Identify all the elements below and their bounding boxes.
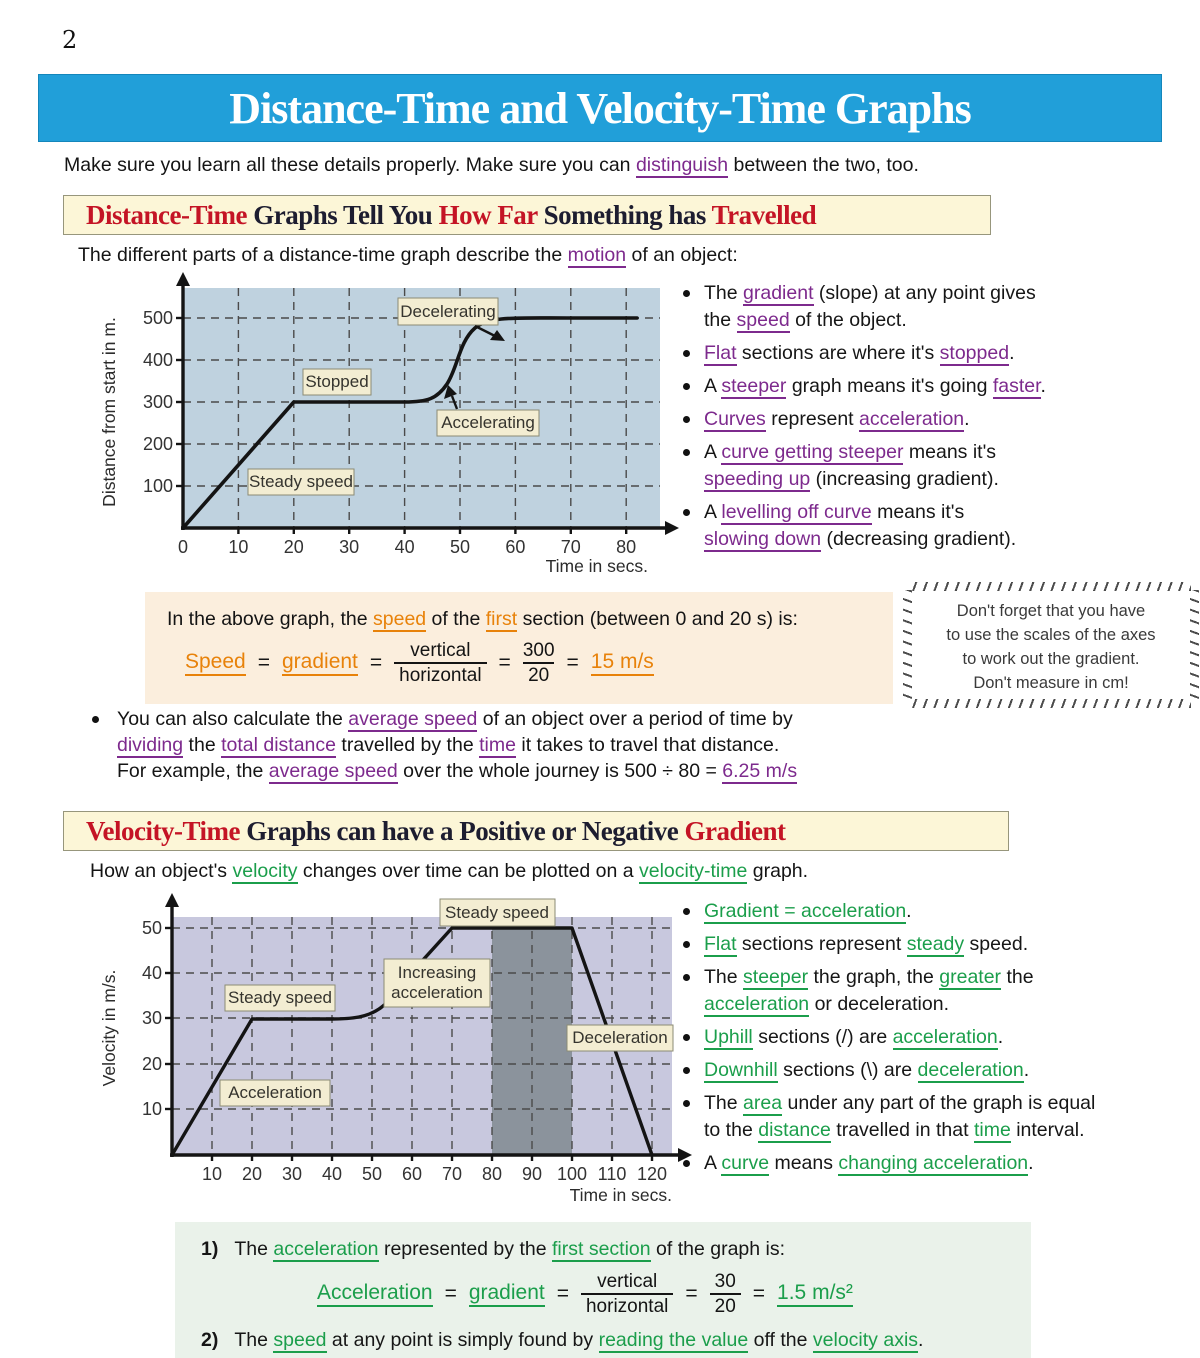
list-item: The steeper the graph, the greater the acceleration or deceleration. xyxy=(683,964,1198,1018)
equals-sign: = xyxy=(556,1282,569,1306)
equals-sign: = xyxy=(685,1282,698,1306)
margin-note xyxy=(903,582,1199,708)
margin-note-line: to work out the gradient. xyxy=(962,650,1140,668)
svg-text:100: 100 xyxy=(142,476,173,496)
item-number: 1) xyxy=(201,1238,219,1260)
svg-text:120: 120 xyxy=(636,1164,668,1184)
speed-example-box xyxy=(145,592,893,704)
numerator: 30 xyxy=(714,1271,736,1292)
list-item: A curve means changing acceleration. xyxy=(683,1150,1198,1177)
formula-result: 15 m/s xyxy=(591,650,654,676)
bullet-icon xyxy=(683,1067,690,1074)
speed-example-text: In the above graph, the speed of the first section (between 0 and 20 s) is: xyxy=(167,608,798,630)
svg-text:500: 500 xyxy=(142,308,173,328)
list-item: Flat sections represent steady speed. xyxy=(683,931,1198,958)
bullet-icon xyxy=(683,941,690,948)
intro-text: Make sure you learn all these details properly. Make sure you can distinguish between the two, too. xyxy=(64,154,919,176)
acceleration-example-box xyxy=(175,1222,1031,1358)
denominator: horizontal xyxy=(581,1293,673,1318)
svg-text:70: 70 xyxy=(560,537,581,557)
svg-text:Steady speed: Steady speed xyxy=(249,472,353,491)
svg-text:200: 200 xyxy=(142,434,173,454)
list-item: Gradient = acceleration. xyxy=(683,898,1198,925)
svg-text:60: 60 xyxy=(505,537,526,557)
svg-text:100: 100 xyxy=(556,1164,588,1184)
svg-text:20: 20 xyxy=(241,1164,263,1184)
vt-description: How an object's velocity changes over time can be plotted on a velocity-time graph. xyxy=(90,860,809,882)
bullet-icon xyxy=(683,908,690,915)
svg-text:110: 110 xyxy=(597,1164,627,1184)
section-heading-velocity-time xyxy=(63,811,1009,851)
equals-sign: = xyxy=(369,651,383,675)
hatch-border-left xyxy=(903,590,912,700)
dt-label-steady-speed xyxy=(248,469,354,495)
speed-formula xyxy=(185,640,893,687)
dt-x-axis-label: Time in secs. xyxy=(545,556,648,576)
svg-text:40: 40 xyxy=(321,1164,343,1184)
list-item: A curve getting steeper means it's speeding up (increasing gradient). xyxy=(683,439,1198,493)
svg-text:70: 70 xyxy=(441,1164,463,1184)
svg-text:40: 40 xyxy=(394,537,415,557)
numerator: vertical xyxy=(410,640,471,661)
section-heading-distance-time xyxy=(63,195,991,235)
svg-text:0: 0 xyxy=(177,537,189,557)
vt-label-acceleration xyxy=(220,1080,330,1106)
vt-bullet-list xyxy=(683,898,1198,1183)
bullet-icon xyxy=(683,449,690,456)
dt-x-axis-arrow xyxy=(665,521,679,535)
vt-y-axis-arrow xyxy=(165,893,179,907)
hatch-border-top xyxy=(911,582,1191,591)
svg-text:80: 80 xyxy=(616,537,637,557)
denominator: horizontal xyxy=(394,662,486,687)
formula-term: Speed xyxy=(185,650,246,676)
dt-y-axis-arrow xyxy=(176,272,190,286)
svg-text:10: 10 xyxy=(141,1099,162,1119)
svg-text:Steady speed: Steady speed xyxy=(228,988,332,1007)
svg-text:50: 50 xyxy=(361,1164,383,1184)
svg-text:90: 90 xyxy=(521,1164,543,1184)
svg-text:Decelerating: Decelerating xyxy=(400,302,496,321)
svg-text:30: 30 xyxy=(141,1008,162,1028)
svg-text:40: 40 xyxy=(141,963,162,983)
vt-x-axis-label: Time in secs. xyxy=(569,1185,672,1205)
equals-sign: = xyxy=(566,651,579,675)
vt-y-tick-labels xyxy=(142,918,162,1119)
list-item: Curves represent acceleration. xyxy=(683,406,1198,433)
section-heading-text: Distance-Time Graphs Tell You How Far Something has Travelled xyxy=(86,199,817,230)
vt-label-deceleration xyxy=(567,1025,673,1051)
svg-text:60: 60 xyxy=(401,1164,423,1184)
fraction xyxy=(710,1271,741,1318)
svg-text:80: 80 xyxy=(481,1164,503,1184)
page-title: Distance-Time and Velocity-Time Graphs xyxy=(229,83,971,133)
acceleration-formula xyxy=(317,1271,1031,1318)
formula-term: gradient xyxy=(469,1281,545,1307)
list-item: Uphill sections (/) are acceleration. xyxy=(683,1024,1198,1051)
svg-text:Steady speed: Steady speed xyxy=(445,903,549,922)
example-item-2 xyxy=(201,1327,1031,1353)
margin-note-line: Don't measure in cm! xyxy=(973,674,1129,692)
bullet-icon xyxy=(683,1034,690,1041)
list-item: Flat sections are where it's stopped. xyxy=(683,340,1198,367)
dt-y-axis-label: Distance from start in m. xyxy=(99,317,119,507)
svg-text:Increasing: Increasing xyxy=(397,963,477,982)
velocity-time-graph xyxy=(85,893,705,1208)
svg-text:50: 50 xyxy=(449,537,471,557)
bullet-icon xyxy=(683,974,690,981)
page-number: 2 xyxy=(62,26,78,54)
formula-term: Acceleration xyxy=(317,1281,433,1307)
list-item: A levelling off curve means it's slowing down (decreasing gradient). xyxy=(683,499,1198,553)
svg-text:400: 400 xyxy=(142,350,173,370)
svg-text:acceleration: acceleration xyxy=(391,983,483,1002)
margin-note-line: Don't forget that you have xyxy=(956,602,1146,620)
hatch-border-right xyxy=(1190,590,1199,700)
svg-text:30: 30 xyxy=(281,1164,303,1184)
list-item: A steeper graph means it's going faster. xyxy=(683,373,1198,400)
section-heading-text: Velocity-Time Graphs can have a Positive or Negative Gradient xyxy=(86,815,786,846)
list-item: The area under any part of the graph is equal to the distance travelled in that time interval. xyxy=(683,1090,1198,1144)
bullet-icon xyxy=(683,1100,690,1107)
equals-sign: = xyxy=(498,651,511,675)
bullet-icon xyxy=(683,509,690,516)
svg-text:30: 30 xyxy=(339,537,360,557)
dt-label-stopped xyxy=(303,369,371,395)
example-item-text: The speed at any point is simply found by reading the value off the velocity axis. xyxy=(234,1328,924,1351)
average-speed-text: You can also calculate the average speed of an object over a period of time by dividing the total distance travelled by the time it takes to travel that distance. For example, the average speed over the whole journey is 500 ÷ 80 = 6.25 m/s xyxy=(117,708,798,782)
equals-sign: = xyxy=(257,651,270,675)
dt-x-tick-labels xyxy=(178,537,636,557)
page-title-banner xyxy=(38,74,1162,142)
vt-y-axis-label: Velocity in m/s. xyxy=(99,969,119,1087)
example-item-text: The acceleration represented by the first section of the graph is: xyxy=(234,1238,786,1260)
fraction xyxy=(523,640,555,687)
item-number: 2) xyxy=(201,1328,219,1351)
list-item: Downhill sections (\) are deceleration. xyxy=(683,1057,1198,1084)
svg-text:10: 10 xyxy=(201,1164,223,1184)
vt-label-steady-speed-top xyxy=(440,899,555,926)
distance-time-graph xyxy=(85,272,685,584)
svg-text:10: 10 xyxy=(228,537,249,557)
numerator: 300 xyxy=(522,640,555,661)
bullet-icon xyxy=(683,350,690,357)
svg-text:Stopped: Stopped xyxy=(305,372,369,391)
dt-y-tick-labels xyxy=(143,308,173,496)
numerator: vertical xyxy=(597,1271,658,1292)
denominator: 20 xyxy=(523,662,554,687)
margin-note-line: to use the scales of the axes xyxy=(946,626,1156,644)
bullet-icon xyxy=(683,290,690,297)
bullet-icon xyxy=(683,383,690,390)
equals-sign: = xyxy=(444,1282,457,1306)
average-speed-bullet xyxy=(92,706,1022,784)
svg-text:Acceleration: Acceleration xyxy=(228,1083,322,1102)
fraction xyxy=(394,640,486,687)
vt-label-increasing-acceleration xyxy=(384,959,490,1007)
fraction xyxy=(581,1271,673,1318)
svg-text:20: 20 xyxy=(141,1054,162,1074)
formula-term: gradient xyxy=(282,650,358,676)
svg-text:Accelerating: Accelerating xyxy=(441,413,535,432)
list-item: The gradient (slope) at any point gives the speed of the object. xyxy=(683,280,1198,334)
bullet-icon xyxy=(92,716,99,723)
svg-text:Deceleration: Deceleration xyxy=(572,1028,668,1047)
equals-sign: = xyxy=(752,1282,766,1306)
dt-bullet-list xyxy=(683,280,1198,559)
vt-label-steady-speed xyxy=(225,985,335,1011)
bullet-icon xyxy=(683,1160,690,1167)
svg-text:300: 300 xyxy=(142,392,173,412)
vt-x-tick-labels xyxy=(202,1164,667,1184)
dt-description: The different parts of a distance-time graph describe the motion of an object: xyxy=(78,244,738,266)
denominator: 20 xyxy=(710,1293,741,1318)
example-item-1 xyxy=(201,1236,1031,1262)
svg-text:20: 20 xyxy=(283,537,304,557)
svg-text:50: 50 xyxy=(141,918,162,938)
bullet-icon xyxy=(683,416,690,423)
formula-result: 1.5 m/s² xyxy=(777,1281,853,1307)
